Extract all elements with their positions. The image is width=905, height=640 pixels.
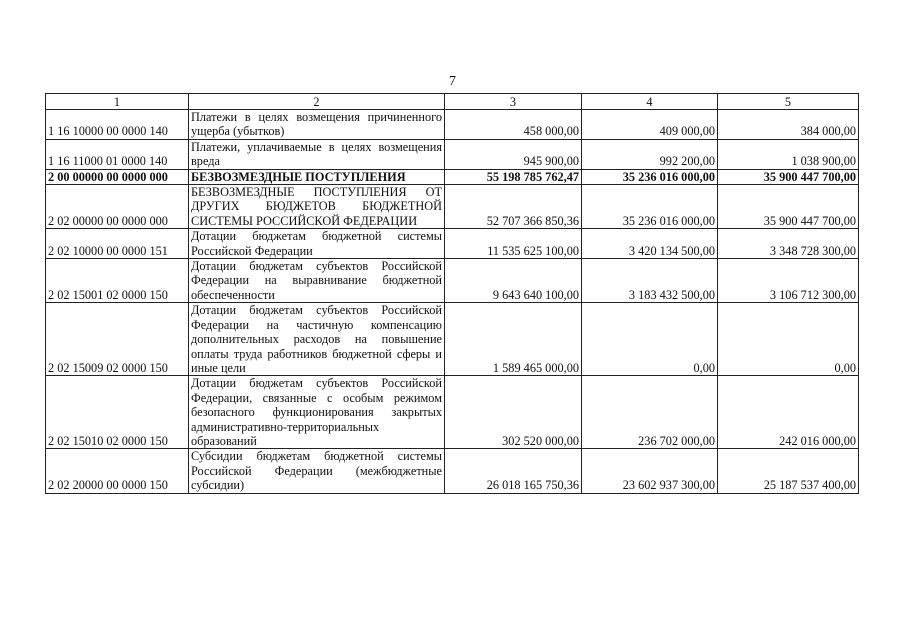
amount-cell-year2: 23 602 937 300,00 [582, 449, 718, 493]
table-row [46, 376, 859, 449]
budget-code-cell: 2 02 15009 02 0000 150 [46, 303, 189, 376]
amount-cell-year3: 1 038 900,00 [718, 139, 859, 169]
amount-cell-year2: 35 236 016 000,00 [582, 169, 718, 184]
amount-cell-year3: 3 348 728 300,00 [718, 229, 859, 259]
revenue-name-cell: Платежи в целях возмещения причиненного ущерба (убытков) [189, 110, 445, 140]
amount-cell-year2: 3 420 134 500,00 [582, 229, 718, 259]
page-number: 7 [449, 74, 456, 89]
column-header: 3 [445, 94, 582, 110]
amount-cell-year1: 945 900,00 [445, 139, 582, 169]
amount-cell-year3: 0,00 [718, 303, 859, 376]
amount-cell-year2: 35 236 016 000,00 [582, 185, 718, 229]
budget-code-cell: 2 02 15010 02 0000 150 [46, 376, 189, 449]
revenue-name-cell: Дотации бюджетам субъектов Российской Федерации на частичную компенсацию дополнительных расходов на повышение оплаты труда работников бюджетной сферы и иные цели [189, 303, 445, 376]
amount-cell-year2: 236 702 000,00 [582, 376, 718, 449]
amount-cell-year1: 52 707 366 850,36 [445, 185, 582, 229]
amount-cell-year3: 242 016 000,00 [718, 376, 859, 449]
table-body [46, 110, 859, 494]
table-row [46, 110, 859, 140]
amount-cell-year3: 3 106 712 300,00 [718, 259, 859, 303]
column-header: 4 [582, 94, 718, 110]
budget-code-cell: 1 16 11000 01 0000 140 [46, 139, 189, 169]
revenue-name-cell: Платежи, уплачиваемые в целях возмещения вреда [189, 139, 445, 169]
amount-cell-year2: 0,00 [582, 303, 718, 376]
column-header: 1 [46, 94, 189, 110]
amount-cell-year3: 384 000,00 [718, 110, 859, 140]
table-row [46, 449, 859, 493]
amount-cell-year1: 302 520 000,00 [445, 376, 582, 449]
amount-cell-year3: 25 187 537 400,00 [718, 449, 859, 493]
amount-cell-year2: 3 183 432 500,00 [582, 259, 718, 303]
revenue-name-cell: Дотации бюджетам субъектов Российской Федерации, связанные с особым режимом безопасного функционирования закрытых административно-территориальных образований [189, 376, 445, 449]
budget-revenue-table [45, 93, 859, 494]
amount-cell-year1: 55 198 785 762,47 [445, 169, 582, 184]
amount-cell-year1: 11 535 625 100,00 [445, 229, 582, 259]
amount-cell-year1: 26 018 165 750,36 [445, 449, 582, 493]
table-row [46, 185, 859, 229]
budget-code-cell: 2 02 00000 00 0000 000 [46, 185, 189, 229]
revenue-name-cell: БЕЗВОЗМЕЗДНЫЕ ПОСТУПЛЕНИЯ ОТ ДРУГИХ БЮДЖЕТОВ БЮДЖЕТНОЙ СИСТЕМЫ РОССИЙСКОЙ ФЕДЕРАЦИИ [189, 185, 445, 229]
table-header-row [46, 94, 859, 110]
budget-code-cell: 2 02 20000 00 0000 150 [46, 449, 189, 493]
budget-code-cell: 2 00 00000 00 0000 000 [46, 169, 189, 184]
table-row [46, 303, 859, 376]
column-header: 5 [718, 94, 859, 110]
amount-cell-year1: 458 000,00 [445, 110, 582, 140]
column-header: 2 [189, 94, 445, 110]
revenue-name-cell: Субсидии бюджетам бюджетной системы Российской Федерации (межбюджетные субсидии) [189, 449, 445, 493]
amount-cell-year3: 35 900 447 700,00 [718, 169, 859, 184]
table-row [46, 259, 859, 303]
revenue-name-cell: БЕЗВОЗМЕЗДНЫЕ ПОСТУПЛЕНИЯ [189, 169, 445, 184]
amount-cell-year3: 35 900 447 700,00 [718, 185, 859, 229]
amount-cell-year1: 1 589 465 000,00 [445, 303, 582, 376]
amount-cell-year1: 9 643 640 100,00 [445, 259, 582, 303]
table-row [46, 169, 859, 184]
table-row [46, 229, 859, 259]
amount-cell-year2: 409 000,00 [582, 110, 718, 140]
revenue-name-cell: Дотации бюджетам бюджетной системы Российской Федерации [189, 229, 445, 259]
revenue-name-cell: Дотации бюджетам субъектов Российской Федерации на выравнивание бюджетной обеспеченности [189, 259, 445, 303]
budget-code-cell: 2 02 10000 00 0000 151 [46, 229, 189, 259]
budget-code-cell: 2 02 15001 02 0000 150 [46, 259, 189, 303]
budget-code-cell: 1 16 10000 00 0000 140 [46, 110, 189, 140]
amount-cell-year2: 992 200,00 [582, 139, 718, 169]
table-row [46, 139, 859, 169]
